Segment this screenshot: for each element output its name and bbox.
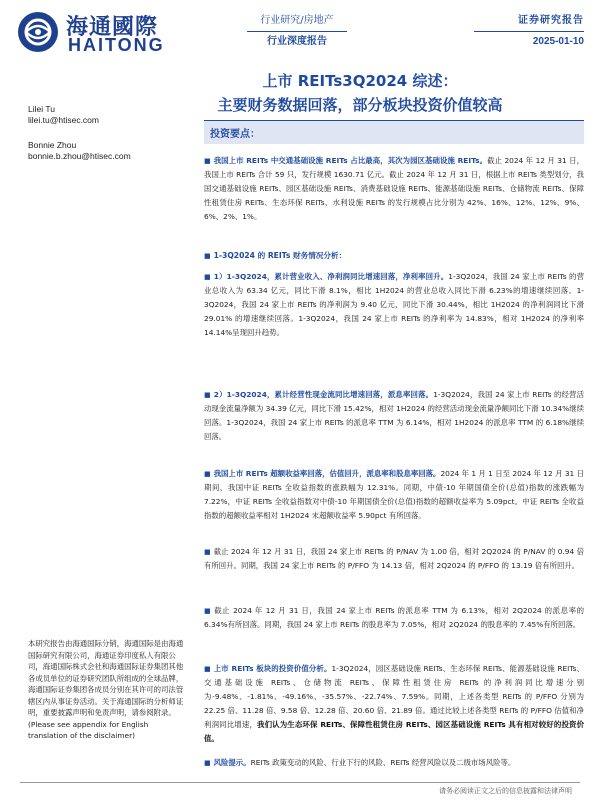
key-point-6-body: 截止 2024 年 12 月 31 日，我国 24 家上市 REITs 的派息率 TTM 为 6.13%，相对 2Q2024 的派息率的 6.34%有所回落。同期，我国 24 家上市 REITs 的股息率为 7.05%，相对 2Q2024 的股息率的 7.45%有所回落。: [204, 606, 584, 629]
report-type: 行业深度报告: [267, 36, 327, 47]
key-point-1-body: 截止 2024 年 12 月 31 日，我国上市 REITs 合计 59 只，发行规模 1630.71 亿元。截止 2024 年 12 月 31 日，根据上市 REITs 类型划分，我国交通基础设施 REITs、园区基础设施 REITs、消费基础设施 REITs、能源基础设施 REITs、仓储物流 REITs、保障性租赁住房 REITs、生态环保 REITs、水利设施 REITs 的发行规模占比分别为 42%、16%、12%、12%、9%、6%、2%、1%。: [204, 156, 584, 221]
key-point-6: [204, 604, 584, 632]
key-point-7: [204, 662, 584, 746]
bullet-icon: ■: [204, 759, 211, 767]
divider: [474, 31, 584, 32]
risk-warning-body: REITs 政策变动的风险、行业下行的风险、REITs 经营风险以及二级市场风险等。: [250, 758, 516, 767]
key-points-heading: 投资要点：: [204, 120, 584, 144]
report-meta-block: [474, 14, 584, 49]
risk-warning-title: 风险提示。: [213, 758, 251, 767]
bullet-icon: ■: [204, 391, 211, 399]
report-label: 证券研究报告: [518, 15, 584, 26]
bullet-icon: ■: [204, 470, 211, 478]
key-point-1-title: 我国上市 REITs 中交通基础设施 REITs 占比最高，其次为园区基础设施 REITs。: [213, 156, 488, 165]
bullet-icon: ■: [204, 252, 211, 260]
risk-warning: [204, 756, 584, 770]
author-email[interactable]: lilei.tu@htisec.com: [28, 115, 99, 125]
key-points-section: [204, 120, 584, 784]
authors-block: [28, 104, 168, 162]
bullet-icon: ■: [204, 665, 211, 673]
key-point-2: [204, 270, 584, 340]
section-subheading: [204, 250, 584, 261]
report-category: 行业研究/房地产: [260, 15, 334, 26]
key-point-7-conclusion: 我们认为生态环保 REITs、保障性租赁住房 REITs、园区基础设施 REITs 具有相对较好的投资价值。: [204, 720, 584, 743]
bullet-icon: ■: [204, 157, 211, 165]
bullet-icon: ■: [204, 273, 211, 281]
key-point-5: [204, 545, 584, 573]
disclaimer-text: 本研究报告由海通国际分销，海通国际是由海通国际研究有限公司，海通证券印度私人有限公司，海通国际株式会社和海通国际证券集团其他各成员单位的证券研究团队所组成的全球品牌，海通国际证券集团各成员分别在其许可的司法管辖区内从事证券活动。关于海通国际的分析师证明，重要披露声明和免责声明，请参阅附录。(Please see appendix for English translation of the disclaimer): [28, 639, 184, 740]
author-name: Bonnie Zhou: [28, 140, 77, 150]
haitong-logo: [16, 8, 186, 56]
key-point-3-body: 1-3Q2024，我国 24 家上市 REITs 的经营活动现金流量净额为 34.39 亿元，同比下滑 15.42%，相对 1H2024 的经营活动现金流量净额同比下滑 10.34%继续回落。1-3Q2024，我国 24 家上市 REITs 的派息率 TTM 为 6.14%，相对 1H2024 的派息率 TTM 的 6.18%继续回落。: [204, 390, 584, 441]
key-point-7-title: 上市 REITs 板块的投资价值分析。: [213, 664, 332, 673]
haitong-emblem-icon: [16, 10, 60, 54]
footer-notice: 请务必阅读正文之后的信息披露和法律声明: [439, 787, 572, 795]
key-point-1: [204, 154, 584, 224]
author-email[interactable]: bonnie.b.zhou@htisec.com: [28, 151, 131, 161]
key-point-3: [204, 388, 584, 444]
key-point-2-body: 1-3Q2024，我国 24 家上市 REITs 的营业总收入为 63.34 亿元，同比下滑 8.1%，相比 1H2024 的营业总收入同比下滑 6.23%的增速继续回落。1-3Q2024，我国 24 家上市 REITs 的净利润为 9.40 亿元，同比下滑 30.44%，相比 1H2024 的净利润同比下滑 29.01% 的增速继续回落。1-3Q2024，我国 24 家上市 REITs 的净利率为 14.83%，相对 1H2024 的净利率 14.14%呈现回升趋势。: [204, 272, 584, 337]
key-point-4-title: 我国上市 REITs 超额收益率回落，估值回升，派息率和股息率回落。: [213, 469, 441, 478]
key-point-4: [204, 467, 584, 523]
report-date: 2025-01-10: [532, 36, 584, 47]
report-title-line2: 主要财务数据回落，部分板块投资价值较高: [217, 96, 503, 114]
bullet-icon: ■: [204, 607, 212, 615]
logo-english-text: HAITONG: [68, 35, 165, 55]
key-point-4-body: 2024 年 1 月 1 日至 2024 年 12 月 31 日期间，我国中证 REITs 全收益指数的涨跌幅为 12.31%。同期，中债-10 年期国债全价(总值)指数的涨跌幅为 7.22%，中证 REITs 全收益指数对中债-10 年期国债全价(总值)指数的超额收益率为 5.09pct。中证 REITs 全收益指数的超额收益率相对 1H2024 末超额收益率 5.90pct 有所回落。: [204, 469, 584, 520]
logo-chinese-text: 海通國際: [66, 14, 159, 40]
report-category-block: [247, 14, 347, 49]
report-title-line1: 上市 REITs3Q2024 综述：: [262, 72, 458, 90]
author-name: Lilei Tu: [28, 104, 55, 114]
key-point-3-title: 2）1-3Q2024，累计经营性现金流同比增速回落，派息率回落。: [213, 390, 434, 399]
divider: [247, 31, 347, 32]
key-point-5-body: 截止 2024 年 12 月 31 日，我国 24 家上市 REITs 的 P/NAV 为 1.00 倍，相对 2Q2024 的 P/NAV 的 0.94 倍有所回升。同期，我国 24 家上市 REITs 的 P/FFO 为 14.13 倍，相对 2Q2024 的 P/FFO 的 13.19 倍有所回升。: [204, 547, 584, 570]
footer-divider: [20, 782, 580, 783]
key-point-7-body: 1-3Q2024，园区基础设施 REITs、生态环保 REITs、能源基础设施 REITs、交通基础设施 REITs、仓储物流 REITs、保障性租赁住房 REITs 的净利润同比增速分别为-9.48%、-1.81%、-49.16%、-35.57%、-22.74%、7.59%。同期，上述各类型 REITs 的 P/FFO 分别为 22.25 倍、11.28 倍、9.58 倍、12.28 倍、20.60 倍、21.89 倍。通过比较上述各类型 REITs 的 P/FFO 估值和净利润同比增速，: [204, 664, 584, 729]
section-subheading-text: 1-3Q2024 的 REITs 财务情况分析：: [213, 251, 347, 260]
key-point-2-title: 1）1-3Q2024，累计营业收入、净利润同比增速回落，净利率回升。: [213, 272, 449, 281]
bullet-icon: ■: [204, 548, 211, 556]
